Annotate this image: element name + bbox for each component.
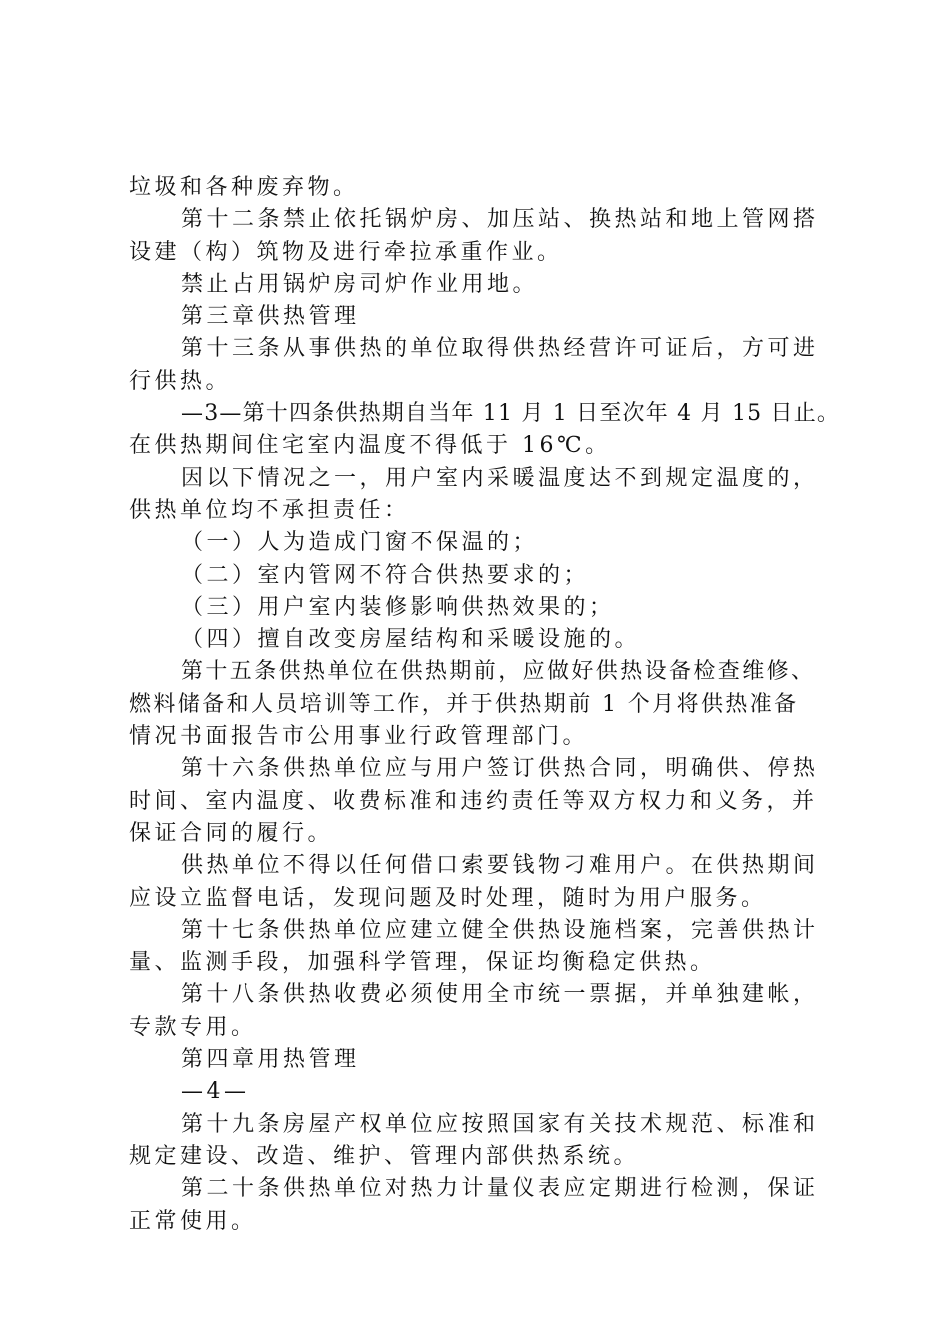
- text-line: 第十三条从事供热的单位取得供热经营许可证后，方可进: [181, 336, 819, 362]
- text-line: 第十五条供热单位在供热期前，应做好供热设备检查维修、: [181, 659, 816, 685]
- text-line: 第十七条供热单位应建立健全供热设施档案，完善供热计: [181, 917, 819, 943]
- list-item: （二）室内管网不符合供热要求的；: [181, 562, 590, 588]
- list-item: （一）人为造成门窗不保温的；: [181, 530, 539, 556]
- text-line: 第十九条房屋产权单位应按照国家有关技术规范、标准和: [181, 1111, 819, 1137]
- chapter-heading: 第四章用热管理: [181, 1047, 360, 1073]
- text-line: 供热单位不得以任何借口索要钱物刁难用户。在供热期间: [181, 853, 819, 879]
- text-line: 第十六条供热单位应与用户签订供热合同，明确供、停热: [181, 756, 819, 782]
- text-line: —3—第十四条供热期自当年 11 月 1 日至次年 4 月 15 日止。: [181, 401, 841, 427]
- text-line: 保证合同的履行。: [129, 820, 334, 846]
- text-line: 应设立监督电话，发现问题及时处理，随时为用户服务。: [129, 885, 767, 911]
- text-line: 因以下情况之一，用户室内采暖温度达不到规定温度的，: [181, 465, 819, 491]
- document-body: [129, 172, 839, 1238]
- text-line: 燃料储备和人员培训等工作，并于供热期前 1 个月将供热准备: [129, 691, 799, 717]
- text-line: 第十二条禁止依托锅炉房、加压站、换热站和地上管网搭: [181, 207, 819, 233]
- list-item: （三）用户室内装修影响供热效果的；: [181, 594, 615, 620]
- text-line: 正常使用。: [129, 1208, 257, 1234]
- text-line: 供热单位均不承担责任：: [129, 497, 410, 523]
- list-item: （四）擅自改变房屋结构和采暖设施的。: [181, 627, 641, 653]
- page-number: —4—: [181, 1079, 250, 1105]
- text-line: 时间、室内温度、收费标准和违约责任等双方权力和义务，并: [129, 788, 818, 814]
- text-line: 在供热期间住宅室内温度不得低于 16℃。: [129, 433, 611, 459]
- text-line: 第十八条供热收费必须使用全市统一票据，并单独建帐，: [181, 982, 819, 1008]
- text-line: 规定建设、改造、维护、管理内部供热系统。: [129, 1143, 640, 1169]
- text-line: 情况书面报告市公用事业行政管理部门。: [129, 724, 589, 750]
- text-line: 专款专用。: [129, 1014, 257, 1040]
- chapter-heading: 第三章供热管理: [181, 304, 360, 330]
- text-line: 第二十条供热单位对热力计量仪表应定期进行检测，保证: [181, 1176, 819, 1202]
- text-line: 量、监测手段，加强科学管理，保证均衡稳定供热。: [129, 950, 716, 976]
- text-line: 行供热。: [129, 368, 232, 394]
- text-line: 禁止占用锅炉房司炉作业用地。: [181, 271, 539, 297]
- text-line: 设建（构）筑物及进行牵拉承重作业。: [129, 239, 563, 265]
- text-line: 垃圾和各种废弃物。: [129, 175, 359, 200]
